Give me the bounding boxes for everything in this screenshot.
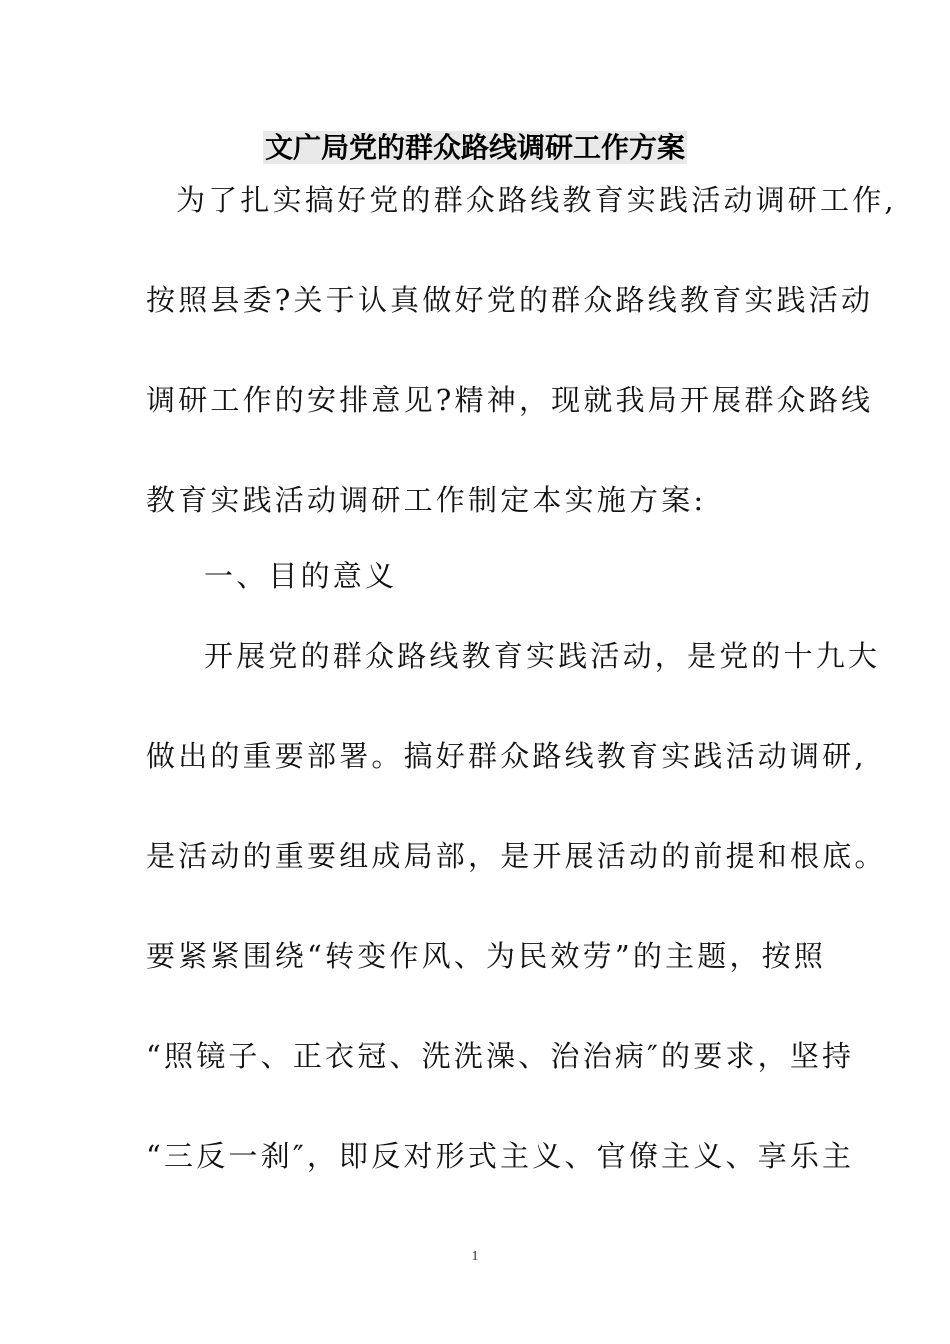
paragraph-line-1: 为了扎实搞好党的群众路线教育实践活动调研工作, bbox=[176, 183, 897, 217]
paragraph-line-4: 教育实践活动调研工作制定本实施方案: bbox=[146, 483, 707, 517]
paragraph-line-10: “照镜子、正衣冠、洗洗澡、治治病″的要求，坚持 bbox=[146, 1039, 855, 1073]
page-number: 1 bbox=[471, 1249, 479, 1264]
section-heading-1: 一、目的意义 bbox=[204, 559, 398, 593]
paragraph-line-8: 是活动的重要组成局部，是开展活动的前提和根底。 bbox=[146, 839, 887, 873]
document-title-text: 文广局党的群众路线调研工作方案 bbox=[264, 131, 685, 164]
paragraph-line-3: 调研工作的安排意见?精神，现就我局开展群众路线 bbox=[146, 383, 874, 417]
paragraph-line-2: 按照县委?关于认真做好党的群众路线教育实践活动 bbox=[146, 283, 874, 317]
paragraph-line-6: 开展党的群众路线教育实践活动，是党的十九大 bbox=[204, 639, 881, 673]
document-title bbox=[0, 128, 950, 168]
paragraph-line-11: “三反一刹″，即反对形式主义、官僚主义、享乐主 bbox=[146, 1139, 855, 1173]
paragraph-line-7: 做出的重要部署。搞好群众路线教育实践活动调研, bbox=[146, 739, 867, 773]
paragraph-line-9: 要紧紧围绕“转变作风、为民效劳”的主题，按照 bbox=[146, 939, 827, 973]
